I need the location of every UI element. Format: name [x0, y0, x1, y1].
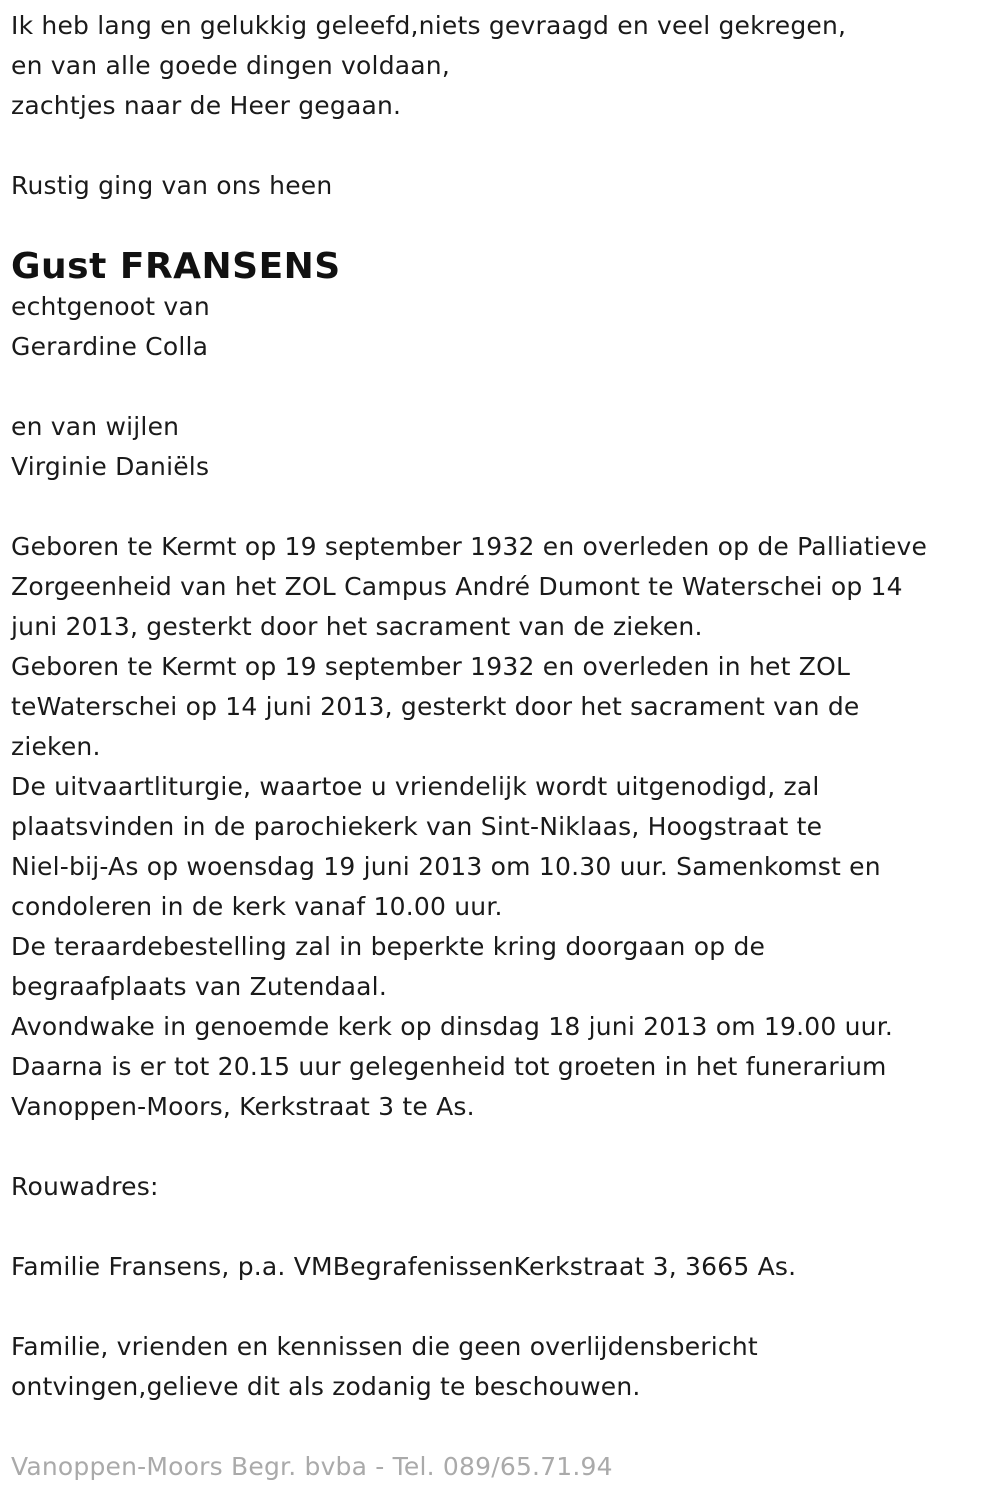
spacer [11, 367, 991, 407]
body-line: Geboren te Kermt op 19 september 1932 en overleden op de Palliatieve [11, 532, 928, 561]
spacer [11, 1127, 991, 1167]
body-line: juni 2013, gesterkt door het sacrament van de zieken. [11, 612, 703, 641]
spouse-name: Gerardine Colla [11, 332, 209, 361]
body-line: begraafplaats van Zutendaal. [11, 972, 387, 1001]
late-spouse-name: Virginie Daniëls [11, 452, 210, 481]
spacer [11, 126, 991, 166]
body-line: teWaterschei op 14 juni 2013, gesterkt door het sacrament van de [11, 692, 860, 721]
body-line: Geboren te Kermt op 19 september 1932 en overleden in het ZOL [11, 652, 851, 681]
notice-block [11, 1327, 991, 1407]
poem-line: zachtjes naar de Heer gegaan. [11, 91, 402, 120]
intro-text: Rustig ging van ons heen [11, 171, 333, 200]
body-line: Daarna is er tot 20.15 uur gelegenheid tot groeten in het funerarium [11, 1052, 887, 1081]
spacer [11, 487, 991, 527]
spacer [11, 206, 991, 246]
spacer [11, 1287, 991, 1327]
poem-line: Ik heb lang en gelukkig geleefd,niets gevraagd en veel gekregen, [11, 11, 847, 40]
poem-line: en van alle goede dingen voldaan, [11, 51, 450, 80]
body-line: De teraardebestelling zal in beperkte kring doorgaan op de [11, 932, 766, 961]
body-line: Zorgeenheid van het ZOL Campus André Dumont te Waterschei op 14 [11, 572, 903, 601]
notice-line: Familie, vrienden en kennissen die geen overlijdensbericht [11, 1332, 758, 1361]
late-spouse-label: en van wijlen [11, 412, 180, 441]
body-line: De uitvaartliturgie, waartoe u vriendelijk wordt uitgenodigd, zal [11, 772, 820, 801]
obituary-document [11, 6, 991, 1487]
deceased-name: Gust FRANSENS [11, 246, 341, 287]
body-line: condoleren in de kerk vanaf 10.00 uur. [11, 892, 503, 921]
body-line: Vanoppen-Moors, Kerkstraat 3 te As. [11, 1092, 475, 1121]
address-label: Rouwadres: [11, 1172, 159, 1201]
body-line: Avondwake in genoemde kerk op dinsdag 18 juni 2013 om 19.00 uur. [11, 1012, 894, 1041]
notice-line: ontvingen,gelieve dit als zodanig te beschouwen. [11, 1372, 641, 1401]
spacer [11, 1207, 991, 1247]
spouse-block [11, 287, 991, 367]
body-line: Niel-bij-As op woensdag 19 juni 2013 om 10.30 uur. Samenkomst en [11, 852, 881, 881]
spacer [11, 1407, 991, 1447]
address-text: Familie Fransens, p.a. VMBegrafenissenKerkstraat 3, 3665 As. [11, 1252, 797, 1281]
body-text [11, 527, 991, 1127]
body-line: zieken. [11, 732, 101, 761]
late-spouse-block [11, 407, 991, 487]
body-line: plaatsvinden in de parochiekerk van Sint-Niklaas, Hoogstraat te [11, 812, 823, 841]
funeral-home-footer: Vanoppen-Moors Begr. bvba - Tel. 089/65.71.94 [11, 1452, 613, 1481]
spouse-label: echtgenoot van [11, 292, 210, 321]
poem [11, 6, 991, 126]
